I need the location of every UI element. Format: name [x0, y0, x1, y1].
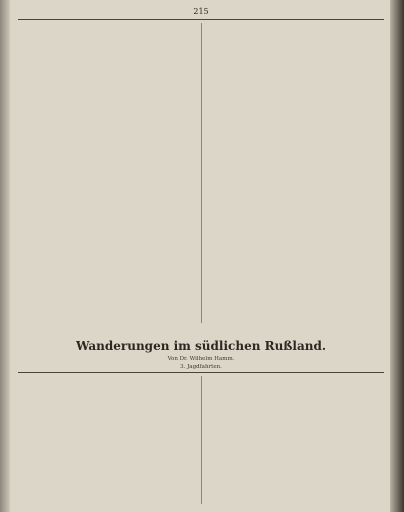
section-author: Von Dr. Wilhelm Hamm. [167, 356, 235, 362]
header-rule [18, 19, 384, 20]
page-right-edge [390, 0, 404, 512]
column-divider-bottom [201, 376, 202, 504]
section-subtitle: 3. Jagdfahrten. [180, 364, 222, 370]
text-column-bottom-left [20, 376, 198, 504]
section-rule [18, 372, 384, 373]
journal-page [12, 6, 390, 510]
column-divider [201, 23, 202, 323]
page-left-edge [0, 0, 10, 512]
page-number: 215 [193, 7, 209, 16]
text-column-left [20, 23, 198, 323]
text-column-bottom-right [206, 376, 384, 504]
section-title: Wanderungen im südlichen Rußland. [75, 339, 327, 353]
text-column-right [206, 23, 384, 323]
